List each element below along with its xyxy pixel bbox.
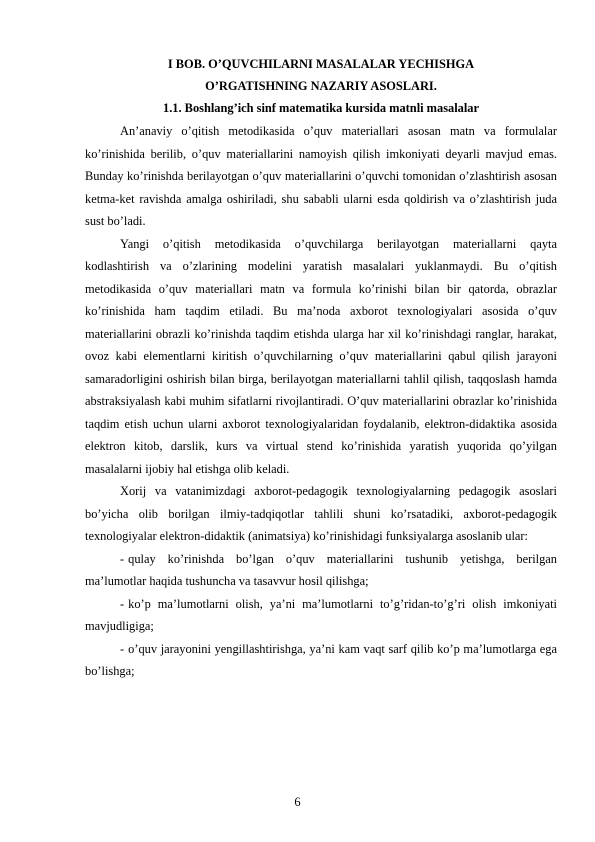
page-number: 6 <box>294 795 301 809</box>
list-dash: - <box>120 641 125 656</box>
list-item-2 <box>85 593 557 638</box>
list-dash: - <box>120 596 125 611</box>
list-item-text: qulay ko’rinishda bo’lgan o’quv materiallarini tushunib yetishga, berilgan ma’lumotlar haqida tushuncha va tasavvur hosil qilishga; <box>85 551 557 588</box>
section-title: 1.1. Boshlang’ich sinf matematika kursida matnli masalalar <box>163 101 479 115</box>
paragraph-3: Xorij va vatanimizdagi axborot-pedagogik texnologiyalarning pedagogik asoslari bo’yicha olib borilgan ilmiy-tadqiqotlar tahlili shuni ko’rsatadiki, axborot-pedagogik texnologiyalar elektron-didaktik (animatsiya) ko’rinishidagi funksiyalarga asoslanib ular: <box>85 484 557 543</box>
chapter-title-line-2: O’RGATISHNING NAZARIY ASOSLARI. <box>205 79 437 93</box>
list-item-text: o’quv jarayonini yengillashtirishga, ya’ni kam vaqt sarf qilib ko’p ma’lumotlarga ega bo’lishga; <box>85 641 557 678</box>
chapter-title-line-1: I BOB. O’QUVCHILARNI MASALALAR YECHISHGA <box>167 57 475 71</box>
paragraph-2: Yangi o’qitish metodikasida o’quvchilarga berilayotgan materiallarni qayta kodlashtirish va o’zlarining modelini yaratish masalalari yuklanmaydi. Bu o’qitish metodikasida o’quv materiallari matn va formula ko’rinishi bilan bir qatorda, obrazlar ko’rinishida ham taqdim etiladi. Bu ma’noda axborot texnologiyalari asosida o’quv materiallarini obrazli ko’rinishda taqdim etishda ularga har xil ko’rinishdagi ranglar, harakat, ovoz kabi elementlarni kiritish o’quvchilarning o’quv materiallarini qabul qilish jarayoni samaradorligini oshirish bilan birga, berilayotgan materiallarni tahlil qilish, taqqoslash hamda abstraksiyalash kabi muhim sifatlarni rivojlantiradi. O’quv materiallarini obrazlar ko’rinishida taqdim etish uchun ularni axborot texnologiyalaridan foydalanib, elektron-didaktika asosida elektron kitob, darslik, kurs va virtual stend ko’rinishida yaratish yuqorida qo’yilgan masalalarni ijobiy hal etishga olib keladi. <box>85 236 557 476</box>
paragraph-1: An’anaviy o’qitish metodikasida o’quv materiallari asosan matn va formulalar ko’rinishida berilib, o’quv materiallarini namoyish qilish imkoniyati deyarli mavjud emas. Bunday ko’rinishda berilayotgan o’quv materiallarini o’quvchi tomonidan o’zlashtirish asosan ketma-ket ravishda amalga oshiriladi, shu sababli ularni esda qoldirish va o’zlashtirish juda sust bo’ladi. <box>85 124 557 228</box>
list-dash: - <box>120 551 125 566</box>
list-item-3 <box>85 638 557 683</box>
list-item-text: ko’p ma’lumotlarni olish, ya’ni ma’lumotlarni to’g’ridan-to’g’ri olish imkoniyati mavjudligiga; <box>85 596 557 633</box>
list-item-1 <box>85 548 557 593</box>
document-page <box>85 53 557 683</box>
